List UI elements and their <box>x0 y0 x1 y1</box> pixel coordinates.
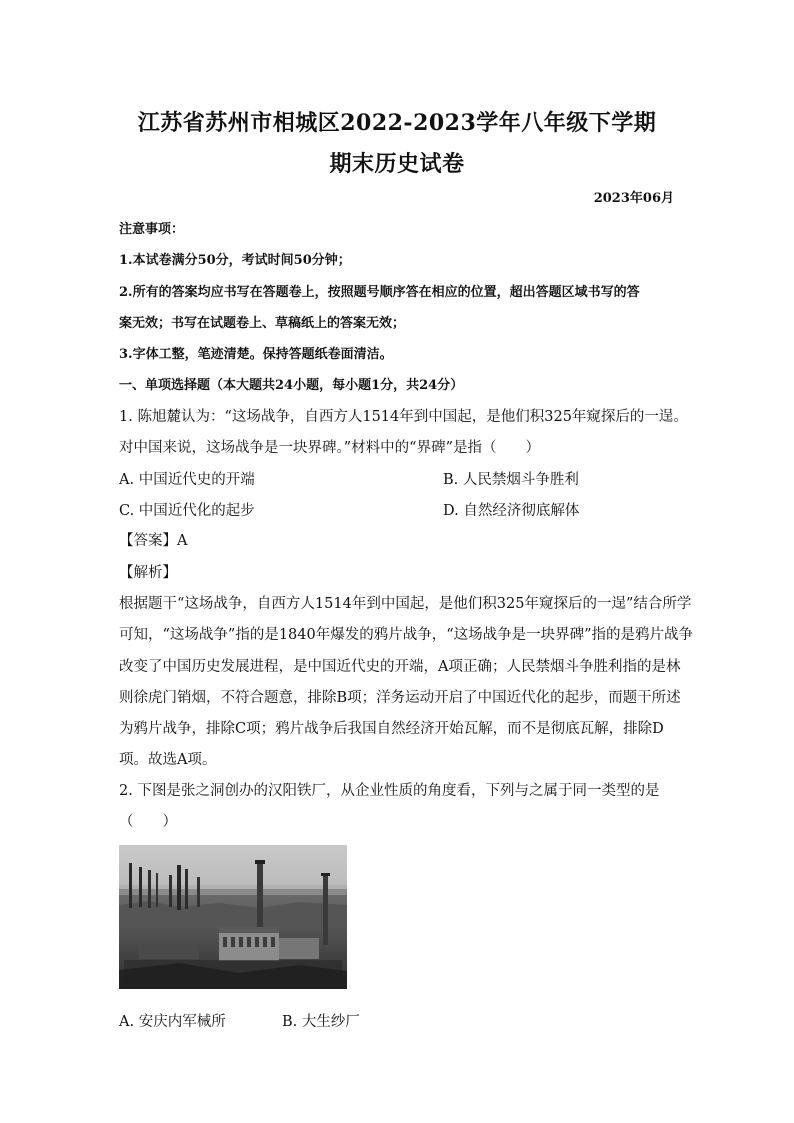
question-1-stem-line-2: 对中国来说，这场战争是一块界碑。”材料中的“界碑”是指（ ） <box>119 440 540 456</box>
note-item-1: 1.本试卷满分50分，考试时间50分钟； <box>119 253 351 268</box>
hanyang-ironworks-photo <box>119 845 347 989</box>
note-item-3: 3.字体工整，笔迹清楚。保持答题纸卷面清洁。 <box>119 347 393 362</box>
note-item-2-line-1: 2.所有的答案均应书写在答题卷上，按照题号顺序答在相应的位置，超出答题区域书写的答 <box>119 285 640 300</box>
analysis-line: 则徐虎门销烟，不符合题意，排除B项；洋务运动开启了中国近代化的起步，而题干所述 <box>119 690 681 706</box>
section-heading: 一、单项选择题（本大题共24小题，每小题1分，共24分） <box>119 378 464 393</box>
question-1-option-b: B. 人民禁烟斗争胜利 <box>443 472 579 488</box>
question-1-option-a: A. 中国近代史的开端 <box>119 472 255 488</box>
question-2-stem-line-1: 2. 下图是张之洞创办的汉阳铁厂，从企业性质的角度看，下列与之属于同一类型的是 <box>119 783 660 799</box>
question-2-stem-line-2: （ ） <box>119 814 177 830</box>
analysis-line: 项。故选A项。 <box>119 752 217 768</box>
analysis-line: 为鸦片战争，排除C项；鸦片战争后我国自然经济开始瓦解，而不是彻底瓦解，排除D <box>119 721 664 737</box>
exam-date: 2023年06月 <box>593 191 674 206</box>
notes-heading: 注意事项： <box>119 222 185 237</box>
page-subtitle: 期末历史试卷 <box>329 151 465 177</box>
analysis-line: 可知，“这场战争”指的是1840年爆发的鸦片战争，“这场战争是一块界碑”指的是鸦片战争 <box>119 627 694 643</box>
analysis-line: 根据题干“这场战争，自西方人1514年到中国起，是他们积325年窥探后的一逞”结合所学 <box>119 596 692 612</box>
analysis-line: 改变了中国历史发展进程，是中国近代史的开端，A项正确；人民禁烟斗争胜利指的是林 <box>119 659 681 675</box>
question-1-option-c: C. 中国近代化的起步 <box>119 503 255 519</box>
question-1-analysis-heading: 【解析】 <box>119 565 177 581</box>
question-1-option-d: D. 自然经济彻底解体 <box>443 503 580 519</box>
page-title: 江苏省苏州市相城区2022-2023学年八年级下学期 <box>137 110 657 136</box>
question-2-option-a: A. 安庆内军械所 <box>119 1014 226 1030</box>
question-1-stem-line-1: 1. 陈旭麓认为：“这场战争，自西方人1514年到中国起，是他们积325年窥探后的一逞。 <box>119 409 688 425</box>
question-2-option-b: B. 大生纱厂 <box>282 1014 360 1030</box>
question-1-answer: 【答案】A <box>119 533 188 549</box>
note-item-2-line-2: 案无效；书写在试题卷上、草稿纸上的答案无效； <box>119 316 406 331</box>
